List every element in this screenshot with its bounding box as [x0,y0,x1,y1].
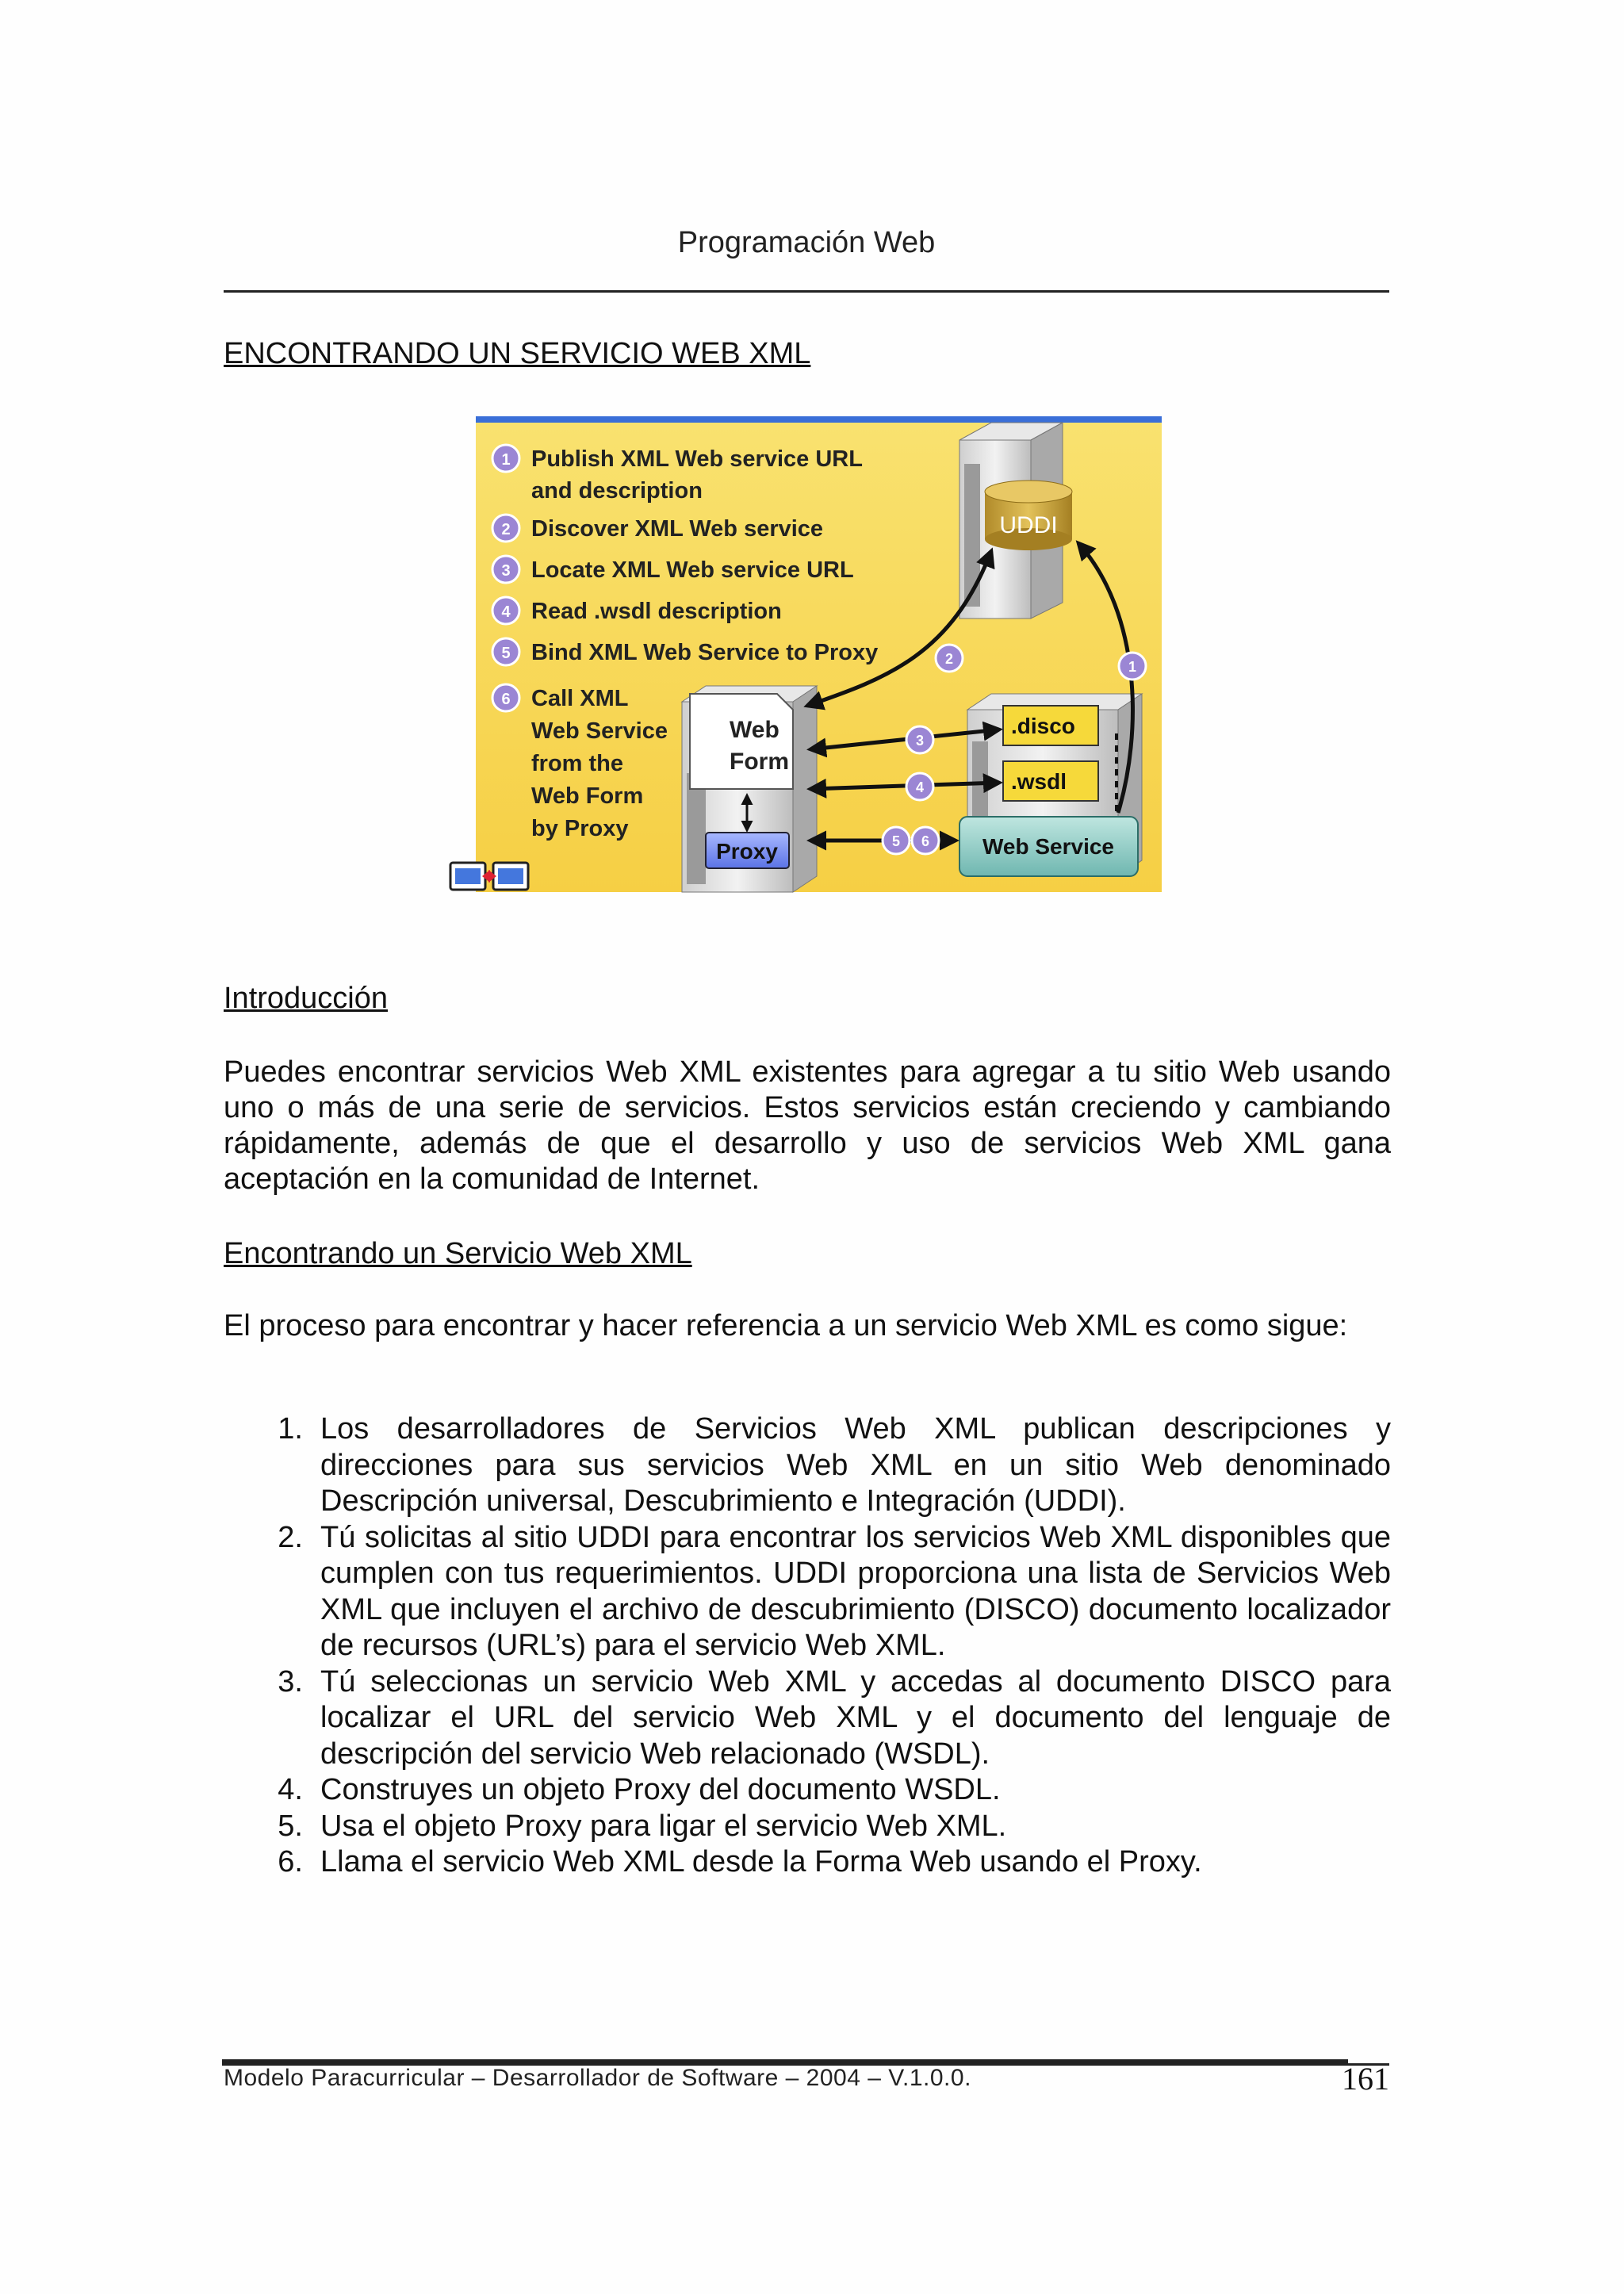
step-6-badge-num: 6 [501,691,511,708]
header-rule [224,290,1389,293]
list-item-number: 4. [278,1773,303,1806]
proxy-box [706,833,789,868]
web-service-label: Web Service [982,834,1115,859]
step-4-line1: Read .wsdl description [531,599,782,624]
step-5-line1: Bind XML Web Service to Proxy [531,640,879,665]
uddi-label: UDDI [999,512,1058,538]
page-number: 161 [1342,2061,1389,2097]
finding-heading: Encontrando un Servicio Web XML [224,1237,692,1270]
step-6-line2: Web Service [531,718,668,744]
step-6-line1: Call XML [531,686,629,711]
step-5-item [492,638,878,665]
step-3-item [492,556,854,583]
disco-file-icon [1003,706,1098,745]
proxy-label: Proxy [716,839,778,864]
step-2-line1: Discover XML Web service [531,516,824,542]
intro-paragraph: Puedes encontrar servicios Web XML existentes para agregar a tu sitio Web usando uno o más de una serie de servicios. Estos servicios están creciendo y cambiando rápidamente, además de que el desarrollo y uso de servicios Web XML gana aceptación en la comunidad de Internet. [224,1055,1391,1196]
list-item-text: Construyes un objeto Proxy del documento WSDL. [320,1773,1001,1806]
list-item-number: 3. [278,1664,303,1698]
list-item [224,1772,1391,1809]
diagram-top-bar [476,416,1162,423]
steps-list [224,1411,1391,1881]
web-form-label-1: Web [730,717,779,743]
section-title: ENCONTRANDO UN SERVICIO WEB XML [224,337,811,370]
step-6-line4: Web Form [531,783,644,809]
list-item-number: 2. [278,1520,303,1554]
list-item-text: Los desarrolladores de Servicios Web XML publican descripciones y direcciones para sus servicios Web XML en un sitio Web denominado Descripción universal, Descubrimiento e Integración (UDDI). [320,1412,1391,1518]
web-service-box [959,817,1138,876]
step-3-badge-num: 3 [501,562,511,580]
diagram-svg [444,416,1162,900]
step-1-line2: and description [531,478,703,504]
list-item [224,1664,1391,1773]
list-item-number: 5. [278,1809,303,1843]
wsdl-file-icon [1003,761,1098,801]
list-item-number: 6. [278,1845,303,1878]
list-item-text: Tú solicitas al sitio UDDI para encontrar los servicios Web XML disponibles que cumplen con tus requerimientos. UDDI proporciona una lista de Servicios Web XML que incluyen el archivo de descubrimiento (DISCO) documento localizador de recursos (URL’s) para el servicio Web XML. [320,1520,1391,1662]
badge-1-num: 1 [1128,659,1137,675]
web-form-label-2: Form [730,749,789,775]
badge-3-num: 3 [915,733,925,749]
step-4-badge-num: 4 [501,603,511,621]
badge-2-num: 2 [944,651,954,667]
badge-4-num: 4 [915,779,925,795]
list-item [224,1411,1391,1520]
web-form-document-icon [690,694,793,789]
list-item-text: Llama el servicio Web XML desde la Forma Web usando el Proxy. [320,1845,1202,1878]
disco-label: .disco [1011,714,1075,738]
list-item [224,1520,1391,1664]
step-1-badge-num: 1 [501,451,511,469]
step-6-line5: by Proxy [531,816,629,841]
badge-5-num: 5 [891,833,901,849]
step-1-line1: Publish XML Web service URL [531,446,863,472]
wsdl-label: .wsdl [1011,769,1067,794]
step-3-line1: Locate XML Web service URL [531,557,854,583]
list-item-number: 1. [278,1412,303,1446]
list-item [224,1809,1391,1845]
finding-paragraph: El proceso para encontrar y hacer referencia a un servicio Web XML es como sigue: [224,1309,1348,1342]
list-item [224,1844,1391,1881]
step-2-item [492,515,823,542]
step-2-badge-num: 2 [501,521,511,538]
list-item-text: Usa el objeto Proxy para ligar el servicio Web XML. [320,1809,1007,1843]
running-header: Programación Web [677,226,936,259]
step-5-badge-num: 5 [501,645,511,662]
list-item-text: Tú seleccionas un servicio Web XML y accedas al documento DISCO para localizar el URL del servicio Web XML y el documento del lenguaje de descripción del servicio Web relacionado (WSDL). [320,1664,1391,1771]
intro-heading: Introducción [224,982,389,1015]
uddi-discovery-diagram [444,416,1162,900]
uddi-database-icon [985,481,1072,550]
step-6-line3: from the [531,751,623,776]
badge-6-num: 6 [921,833,930,849]
step-4-item [492,597,782,624]
footer-text: Modelo Paracurricular – Desarrollador de Software – 2004 – V.1.0.0. [224,2065,971,2091]
